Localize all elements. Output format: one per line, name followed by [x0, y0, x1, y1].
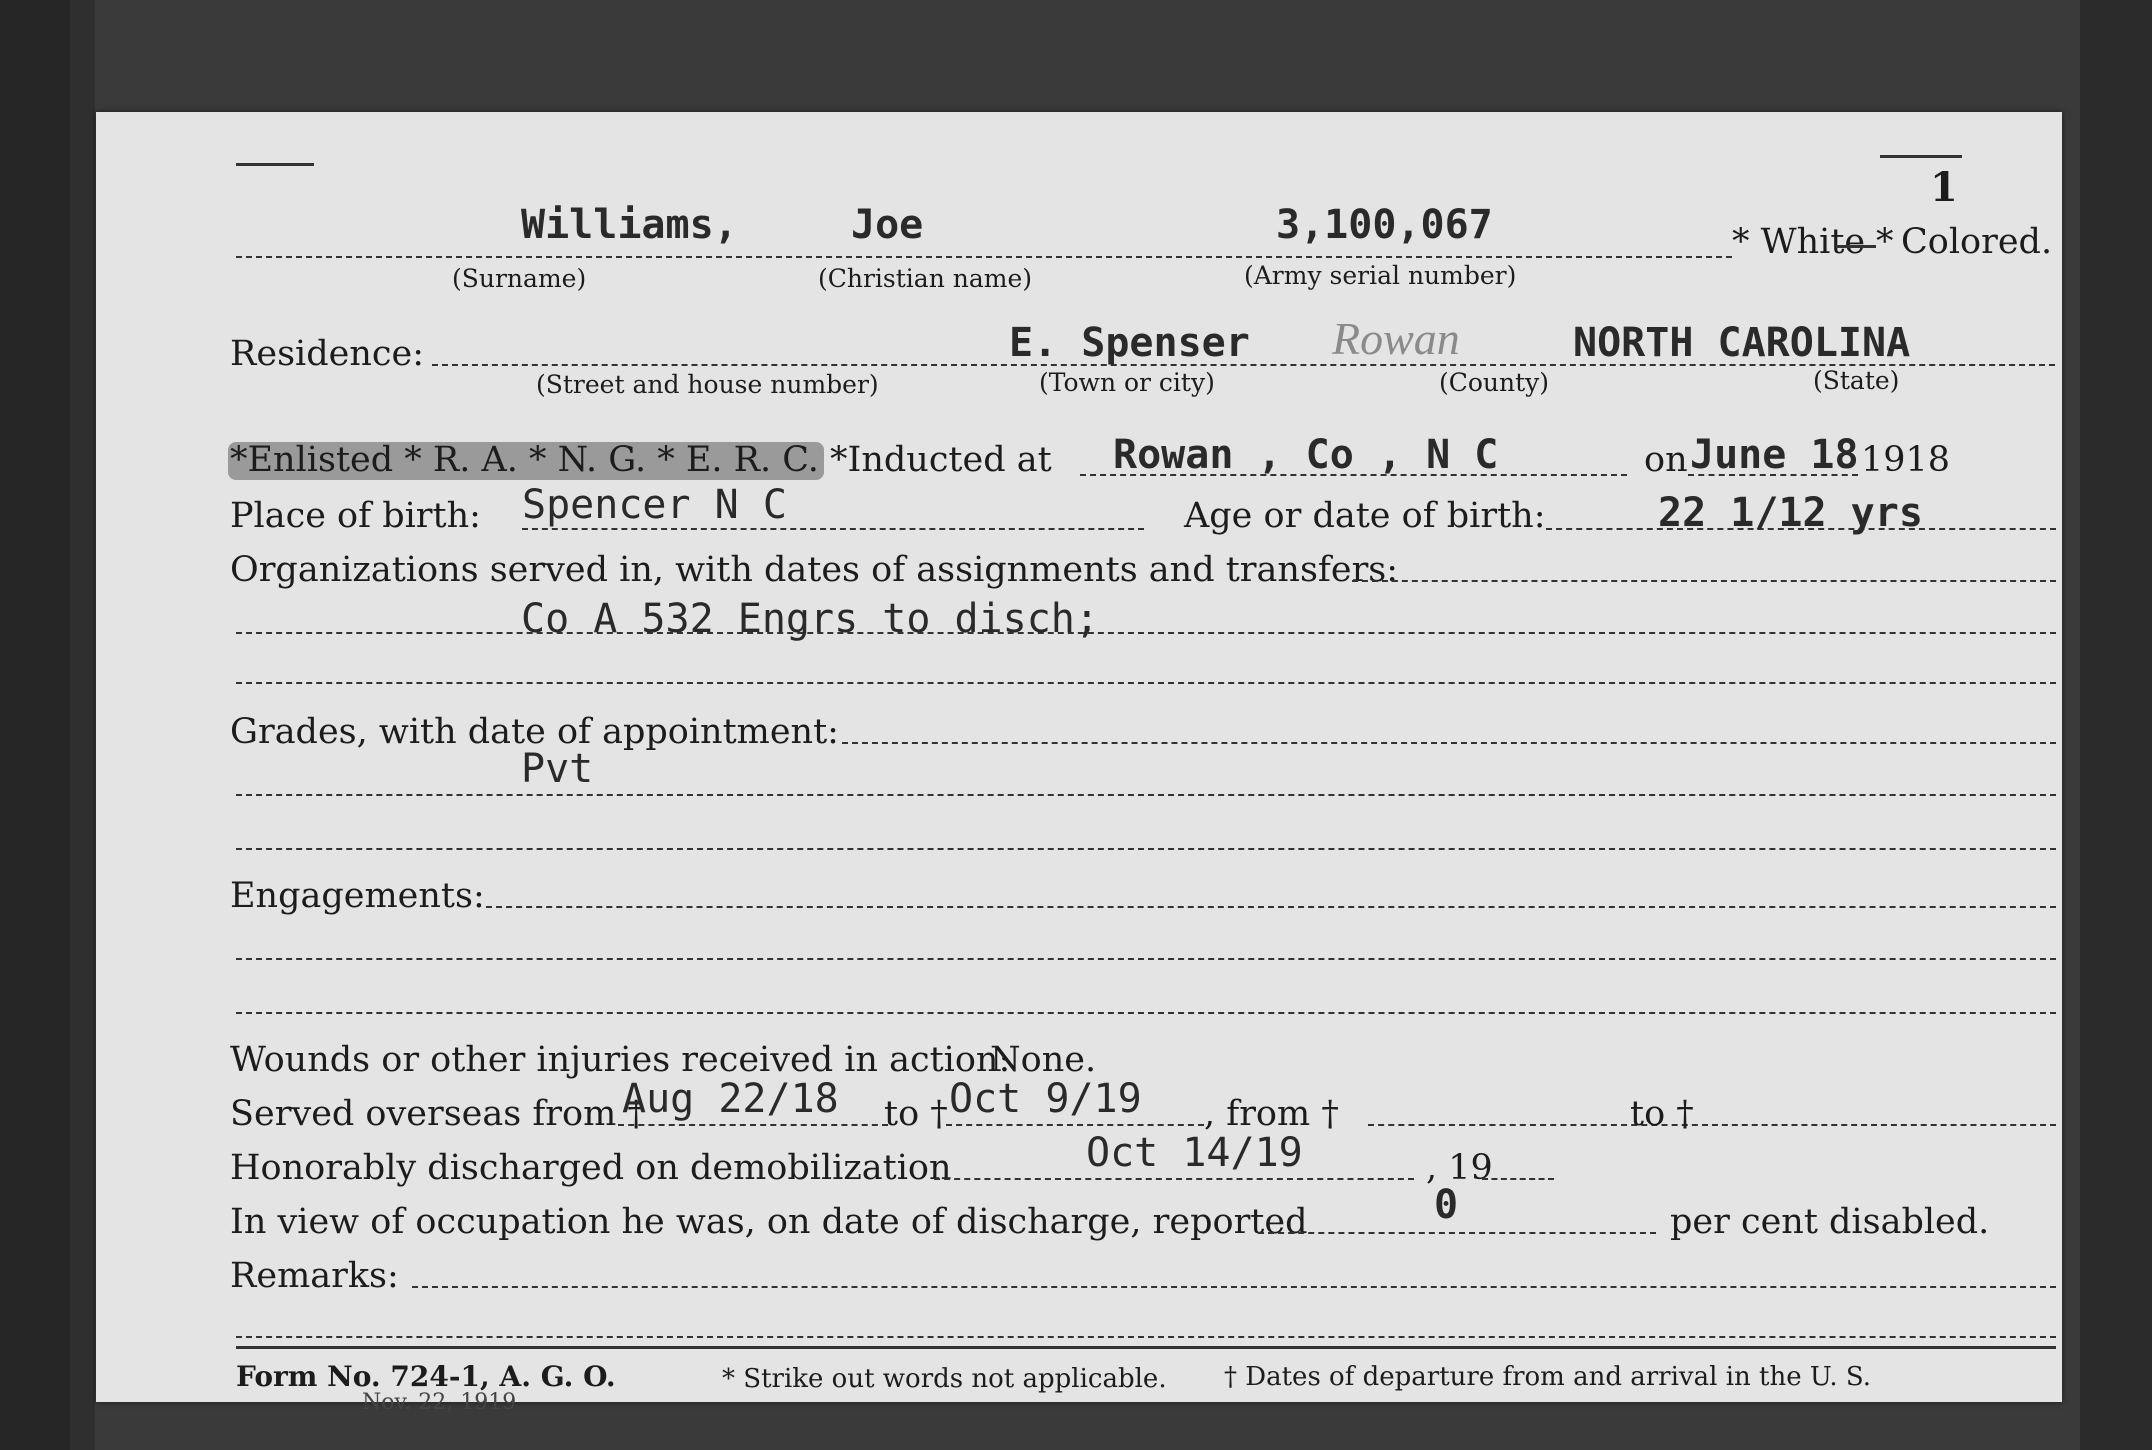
- race-colored-label: Colored.: [1901, 222, 2053, 262]
- top-left-rule: [236, 163, 314, 166]
- organizations-line-3: [236, 682, 2056, 684]
- grades-line-3: [236, 848, 2056, 850]
- organizations-line-1: [1352, 580, 2056, 582]
- service-record-card: [96, 112, 2062, 1415]
- inducted-date: June 18: [1690, 432, 1859, 478]
- name-line: [236, 256, 1732, 258]
- remarks-line-2: [236, 1336, 2056, 1338]
- race-strike: [1836, 245, 1876, 248]
- engagements-label: Engagements:: [230, 876, 485, 916]
- overseas-to-value: Oct 9/19: [949, 1076, 1142, 1122]
- overseas-to-line: [946, 1124, 1204, 1126]
- remarks-label: Remarks:: [230, 1256, 399, 1296]
- discharged-line: [934, 1178, 1414, 1180]
- disability-value: 0: [1434, 1182, 1459, 1228]
- wounds-value: None.: [990, 1040, 1097, 1080]
- remarks-line-1: [412, 1286, 2056, 1288]
- scan-left-edge-inner: [70, 0, 95, 1450]
- grades-label: Grades, with date of appointment:: [230, 712, 839, 752]
- town-value: E. Spenser: [1009, 320, 1250, 366]
- birth-place-value: Spencer N C: [522, 482, 787, 528]
- birth-place-line: [522, 528, 1144, 530]
- engagements-line-3: [236, 1012, 2056, 1014]
- disability-suffix: per cent disabled.: [1670, 1202, 1990, 1242]
- footer-rule: [236, 1346, 2056, 1349]
- race-white-label: * White: [1732, 222, 1866, 262]
- overseas-to2-label: to †: [1630, 1094, 1694, 1134]
- birth-place-label: Place of birth:: [230, 496, 481, 536]
- overseas-from-line: [618, 1124, 888, 1126]
- inducted-year: 1918: [1861, 440, 1951, 480]
- age-label: Age or date of birth:: [1184, 496, 1546, 536]
- organizations-label: Organizations served in, with dates of assignments and transfers:: [230, 550, 1399, 590]
- grades-line-1: [842, 742, 2056, 744]
- caption-state: (State): [1813, 366, 1900, 395]
- residence-label: Residence:: [230, 334, 424, 374]
- wounds-label: Wounds or other injuries received in action:: [230, 1040, 1011, 1080]
- discharged-date: Oct 14/19: [1086, 1130, 1303, 1176]
- caption-county: (County): [1439, 368, 1550, 397]
- discharged-label: Honorably discharged on demobilization: [230, 1148, 952, 1188]
- engagements-line-1: [486, 906, 2056, 908]
- footnote-strike-out: * Strike out words not applicable.: [722, 1364, 1167, 1394]
- overseas-to-label: to †: [884, 1094, 948, 1134]
- grades-line-2: [236, 794, 2056, 796]
- disability-label: In view of occupation he was, on date of discharge, reported: [230, 1202, 1308, 1242]
- organizations-line-2: [236, 632, 2056, 634]
- caption-serial: (Army serial number): [1244, 261, 1517, 290]
- caption-street: (Street and house number): [536, 370, 879, 399]
- inducted-place: Rowan , Co , N C: [1113, 432, 1499, 478]
- grades-value: Pvt: [521, 746, 594, 792]
- organizations-value: Co A 532 Engrs to disch;: [521, 596, 1099, 642]
- state-value: NORTH CAROLINA: [1573, 320, 1911, 366]
- caption-town: (Town or city): [1039, 368, 1215, 397]
- overseas-from-value: Aug 22/18: [622, 1076, 839, 1122]
- surname-value: Williams,: [521, 202, 738, 248]
- race-separator: *: [1876, 222, 1894, 262]
- overseas-to2-line: [1702, 1124, 2056, 1126]
- county-handwritten: Rowan: [1332, 313, 1460, 364]
- top-right-rule: [1880, 155, 1962, 158]
- overseas-from2-label: , from †: [1204, 1094, 1339, 1134]
- enlisted-label: *Enlisted * R. A. * N. G. * E. R. C.: [230, 440, 819, 480]
- caption-christian-name: (Christian name): [818, 264, 1033, 293]
- christian-name-value: Joe: [851, 202, 924, 248]
- card-number: 1: [1930, 164, 1958, 211]
- on-label: on: [1644, 440, 1688, 480]
- footnote-dates: † Dates of departure from and arrival in the U. S.: [1224, 1362, 1872, 1392]
- inducted-label: *Inducted at: [830, 440, 1052, 480]
- form-date: Nov. 22, 1919: [362, 1390, 517, 1415]
- form-number: Form No. 724-1, A. G. O.: [236, 1360, 616, 1393]
- engagements-line-2: [236, 958, 2056, 960]
- overseas-label: Served overseas from †: [230, 1094, 645, 1134]
- caption-surname: (Surname): [452, 264, 587, 293]
- discharged-year-line: [1482, 1178, 1554, 1180]
- discharged-suffix: , 19: [1426, 1148, 1493, 1188]
- disability-line: [1258, 1232, 1656, 1234]
- scan-right-edge: [2080, 0, 2152, 1450]
- serial-number-value: 3,100,067: [1276, 202, 1493, 248]
- age-value: 22 1/12 yrs: [1658, 490, 1923, 536]
